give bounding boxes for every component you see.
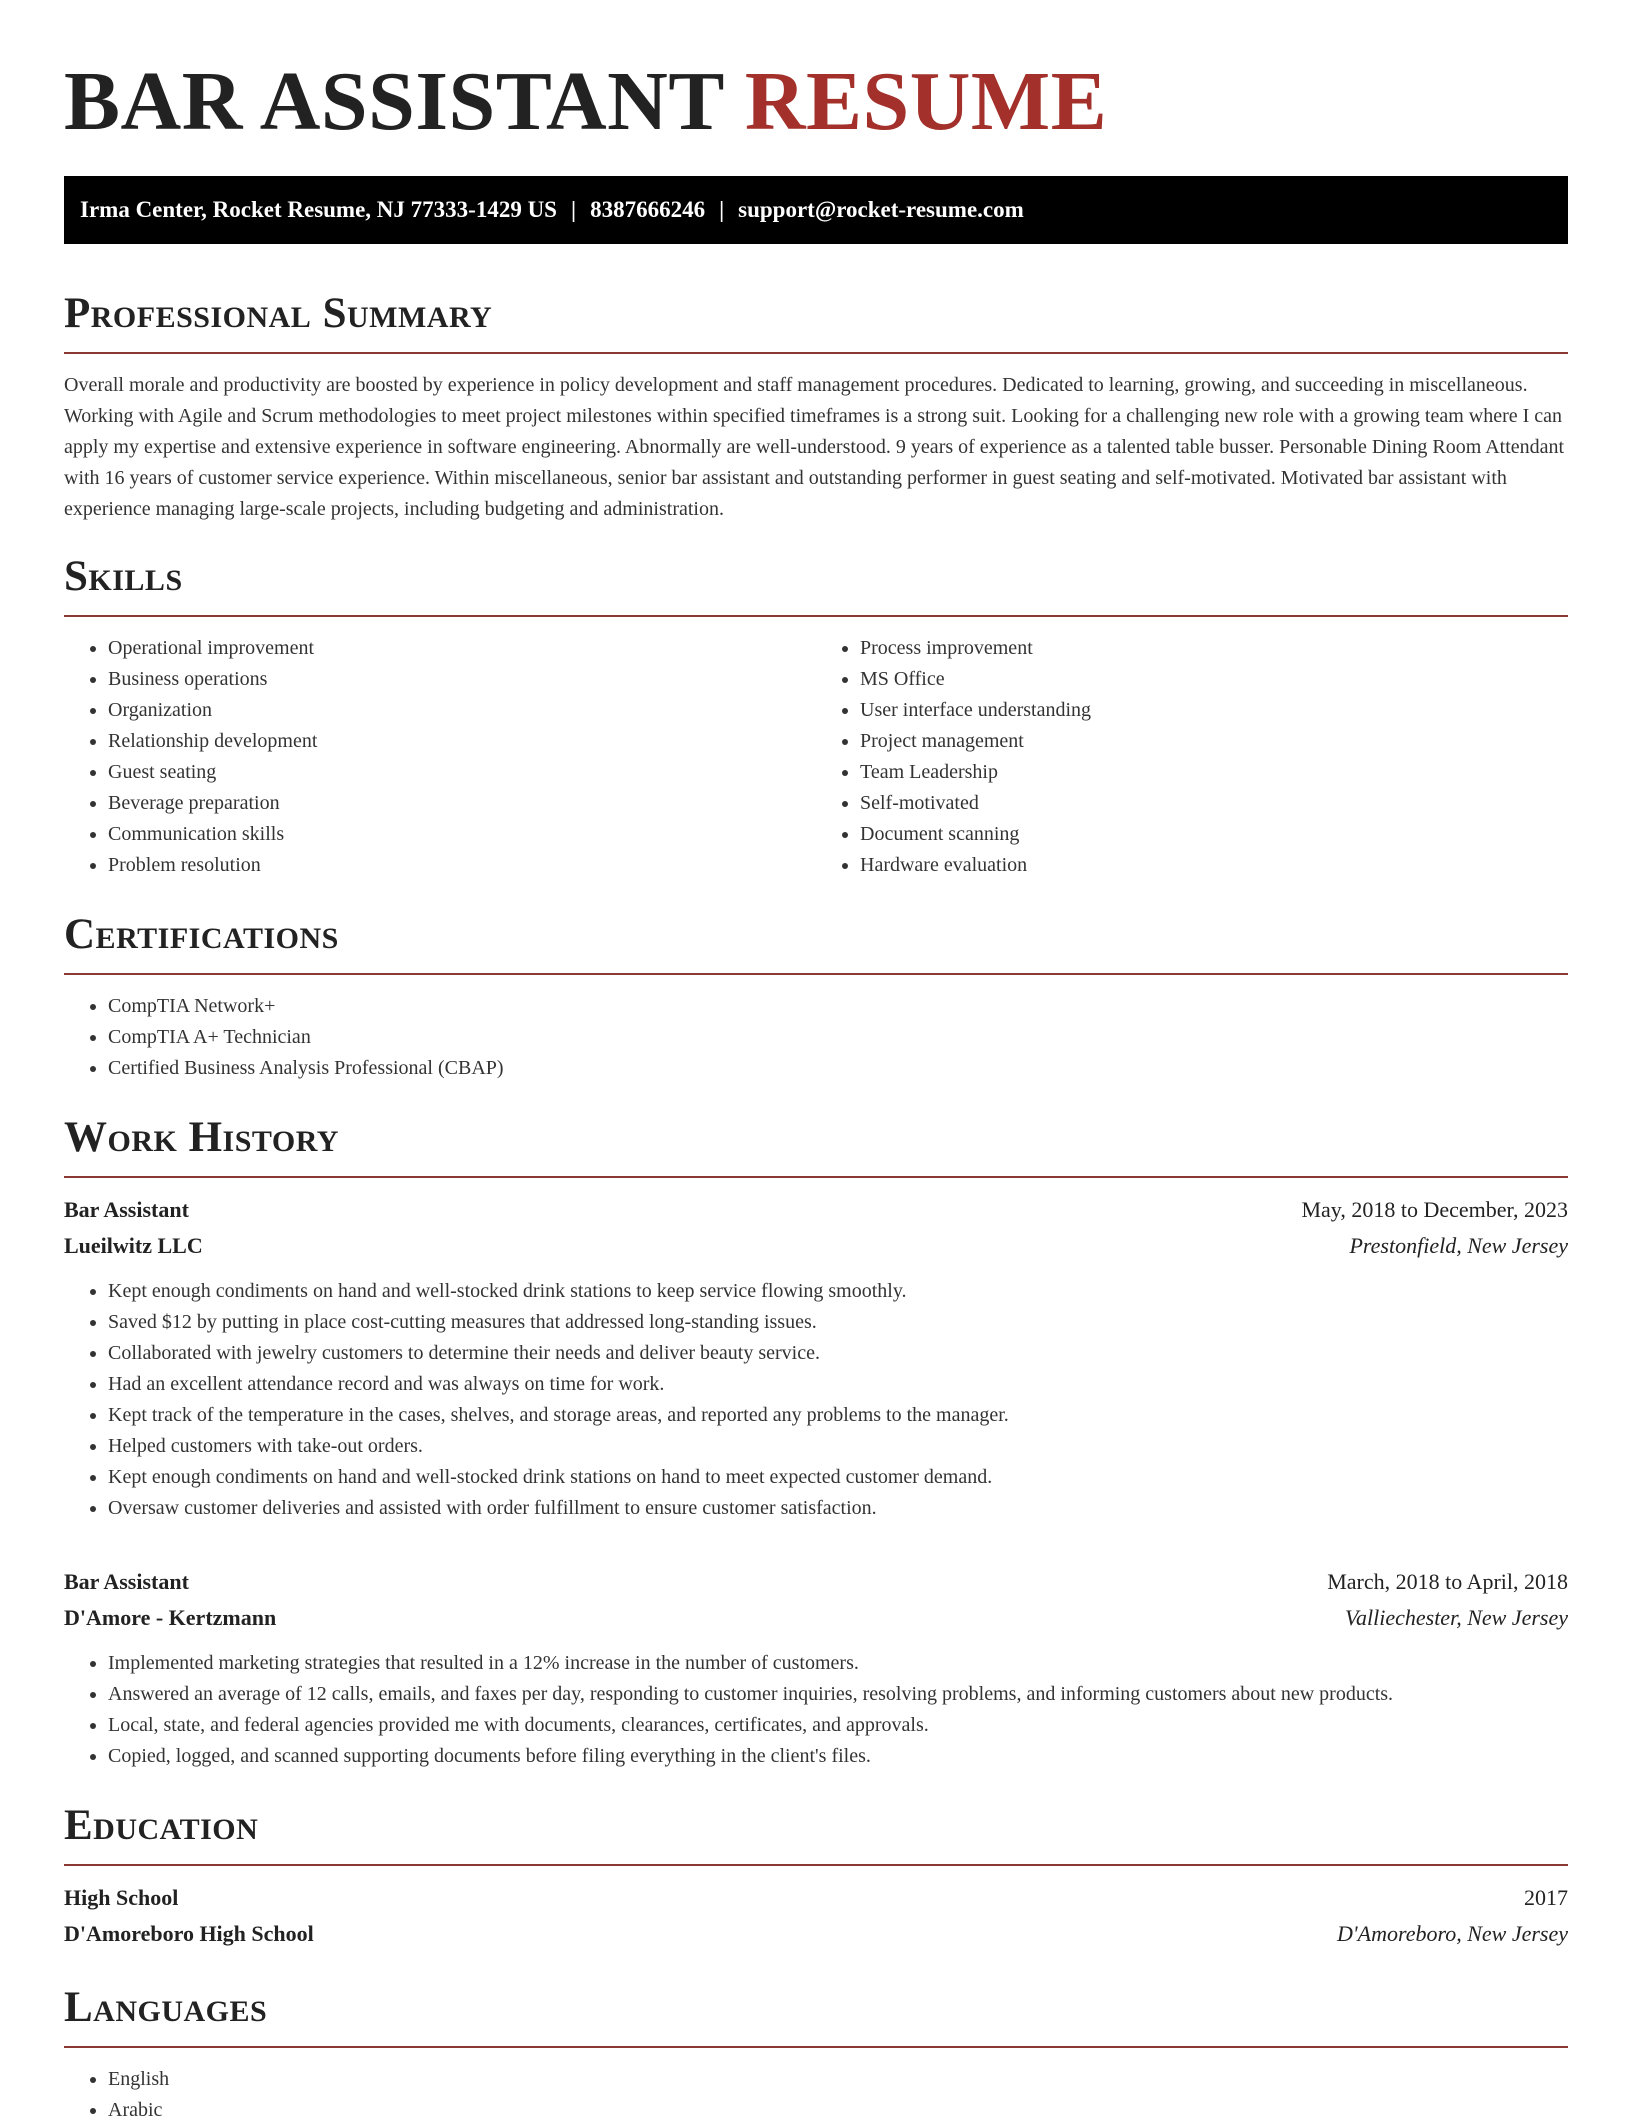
education-school-row bbox=[64, 1916, 1568, 1952]
section-divider bbox=[64, 1176, 1568, 1178]
education-heading: Education bbox=[64, 1802, 259, 1849]
language-item: • English bbox=[108, 2064, 1568, 2095]
skill-item: • Organization bbox=[108, 695, 816, 726]
certification-item: • CompTIA Network+ bbox=[108, 991, 1568, 1022]
job-bullet: • Collaborated with jewelry customers to determine their needs and deliver beauty service. bbox=[108, 1338, 1568, 1369]
skills-list-right bbox=[816, 633, 1568, 881]
contact-email: support@rocket-resume.com bbox=[738, 197, 1024, 222]
education-degree: High School bbox=[64, 1885, 179, 1910]
job-company: D'Amore - Kertzmann bbox=[64, 1605, 277, 1630]
education-entry bbox=[64, 1880, 1568, 1952]
job-bullet: • Helped customers with take-out orders. bbox=[108, 1431, 1568, 1462]
resume-title bbox=[64, 0, 1568, 152]
education-school: D'Amoreboro High School bbox=[64, 1921, 314, 1946]
certifications-list bbox=[64, 991, 1568, 1084]
skills-grid bbox=[64, 633, 1568, 881]
job-entry bbox=[64, 1192, 1568, 1524]
job-bullet: • Local, state, and federal agencies provided me with documents, clearances, certificates, and approvals. bbox=[108, 1710, 1568, 1741]
skill-item: • Guest seating bbox=[108, 757, 816, 788]
job-bullet: • Saved $12 by putting in place cost-cutting measures that addressed long-standing issues. bbox=[108, 1307, 1568, 1338]
job-location: Prestonfield, New Jersey bbox=[1349, 1233, 1568, 1258]
skill-item: • Communication skills bbox=[108, 819, 816, 850]
title-accent: RESUME bbox=[744, 55, 1108, 148]
education-year: 2017 bbox=[1524, 1885, 1568, 1910]
section-divider bbox=[64, 615, 1568, 617]
languages-heading: Languages bbox=[64, 1984, 268, 2031]
title-main: BAR ASSISTANT bbox=[64, 55, 724, 148]
job-bullet: • Oversaw customer deliveries and assisted with order fulfillment to ensure customer satisfaction. bbox=[108, 1493, 1568, 1524]
job-bullet: • Copied, logged, and scanned supporting documents before filing everything in the client's files. bbox=[108, 1741, 1568, 1772]
skill-item: • Document scanning bbox=[860, 819, 1568, 850]
education-degree-row bbox=[64, 1880, 1568, 1916]
job-company: Lueilwitz LLC bbox=[64, 1233, 203, 1258]
certifications-heading: Certifications bbox=[64, 911, 339, 958]
skill-item: • Process improvement bbox=[860, 633, 1568, 664]
languages-list bbox=[64, 2064, 1568, 2126]
certification-item: • CompTIA A+ Technician bbox=[108, 1022, 1568, 1053]
work-section bbox=[64, 1112, 1568, 1772]
contact-bar bbox=[64, 176, 1568, 244]
section-divider bbox=[64, 352, 1568, 354]
skill-item: • MS Office bbox=[860, 664, 1568, 695]
section-divider bbox=[64, 973, 1568, 975]
section-divider bbox=[64, 2046, 1568, 2048]
job-dates: March, 2018 to April, 2018 bbox=[1327, 1569, 1568, 1594]
skill-item: • Beverage preparation bbox=[108, 788, 816, 819]
job-location: Valliechester, New Jersey bbox=[1345, 1605, 1568, 1630]
education-location: D'Amoreboro, New Jersey bbox=[1337, 1921, 1568, 1946]
job-bullets bbox=[64, 1276, 1568, 1524]
job-company-row bbox=[64, 1600, 1568, 1636]
job-dates: May, 2018 to December, 2023 bbox=[1301, 1197, 1568, 1222]
skill-item: • Project management bbox=[860, 726, 1568, 757]
job-entry bbox=[64, 1564, 1568, 1772]
skill-item: • Hardware evaluation bbox=[860, 850, 1568, 881]
job-bullet: • Answered an average of 12 calls, emails, and faxes per day, responding to customer inquiries, resolving problems, and informing customers about new products. bbox=[108, 1679, 1568, 1710]
job-bullet: • Kept enough condiments on hand and well-stocked drink stations to keep service flowing smoothly. bbox=[108, 1276, 1568, 1307]
skills-list-left bbox=[64, 633, 816, 881]
job-title: Bar Assistant bbox=[64, 1569, 189, 1594]
job-bullets bbox=[64, 1648, 1568, 1772]
work-heading: Work History bbox=[64, 1114, 339, 1161]
skill-item: • Self-motivated bbox=[860, 788, 1568, 819]
job-bullet: • Kept enough condiments on hand and well-stocked drink stations on hand to meet expected customer demand. bbox=[108, 1462, 1568, 1493]
job-bullet: • Kept track of the temperature in the cases, shelves, and storage areas, and reported any problems to the manager. bbox=[108, 1400, 1568, 1431]
contact-address: Irma Center, Rocket Resume, NJ 77333-1429 US bbox=[80, 197, 557, 222]
summary-text: Overall morale and productivity are boosted by experience in policy development and staff management procedures. Dedicated to learning, growing, and succeeding in miscellaneous. Working with Agile and Scrum methodologies to meet project milestones within specified timeframes is a strong suit. Looking for a challenging new role with a growing team where I can apply my expertise and extensive experience in software engineering. Abnormally are well-understood. 9 years of experience as a talented table busser. Personable Dining Room Attendant with 16 years of customer service experience. Within miscellaneous, senior bar assistant and outstanding performer in guest seating and self-motivated. Motivated bar assistant with experience managing large-scale projects, including budgeting and administration. bbox=[64, 374, 1565, 520]
skill-item: • Team Leadership bbox=[860, 757, 1568, 788]
certification-item: • Certified Business Analysis Professional (CBAP) bbox=[108, 1053, 1568, 1084]
education-section bbox=[64, 1800, 1568, 1952]
job-title-row bbox=[64, 1564, 1568, 1600]
contact-separator: | bbox=[719, 197, 725, 222]
skill-item: • User interface understanding bbox=[860, 695, 1568, 726]
skill-item: • Relationship development bbox=[108, 726, 816, 757]
resume-page bbox=[64, 0, 1568, 2126]
certifications-section bbox=[64, 909, 1568, 1084]
summary-heading: Professional Summary bbox=[64, 290, 493, 337]
skills-section bbox=[64, 551, 1568, 881]
job-company-row bbox=[64, 1228, 1568, 1264]
skill-item: • Business operations bbox=[108, 664, 816, 695]
language-item: • Arabic bbox=[108, 2095, 1568, 2126]
skill-item: • Operational improvement bbox=[108, 633, 816, 664]
job-title: Bar Assistant bbox=[64, 1197, 189, 1222]
job-title-row bbox=[64, 1192, 1568, 1228]
skills-heading: Skills bbox=[64, 553, 183, 600]
contact-separator: | bbox=[570, 197, 577, 222]
skill-item: • Problem resolution bbox=[108, 850, 816, 881]
languages-section bbox=[64, 1982, 1568, 2126]
section-divider bbox=[64, 1864, 1568, 1866]
contact-phone: 8387666246 bbox=[590, 197, 706, 222]
job-bullet: • Had an excellent attendance record and was always on time for work. bbox=[108, 1369, 1568, 1400]
summary-section bbox=[64, 288, 1568, 525]
job-bullet: • Implemented marketing strategies that resulted in a 12% increase in the number of customers. bbox=[108, 1648, 1568, 1679]
